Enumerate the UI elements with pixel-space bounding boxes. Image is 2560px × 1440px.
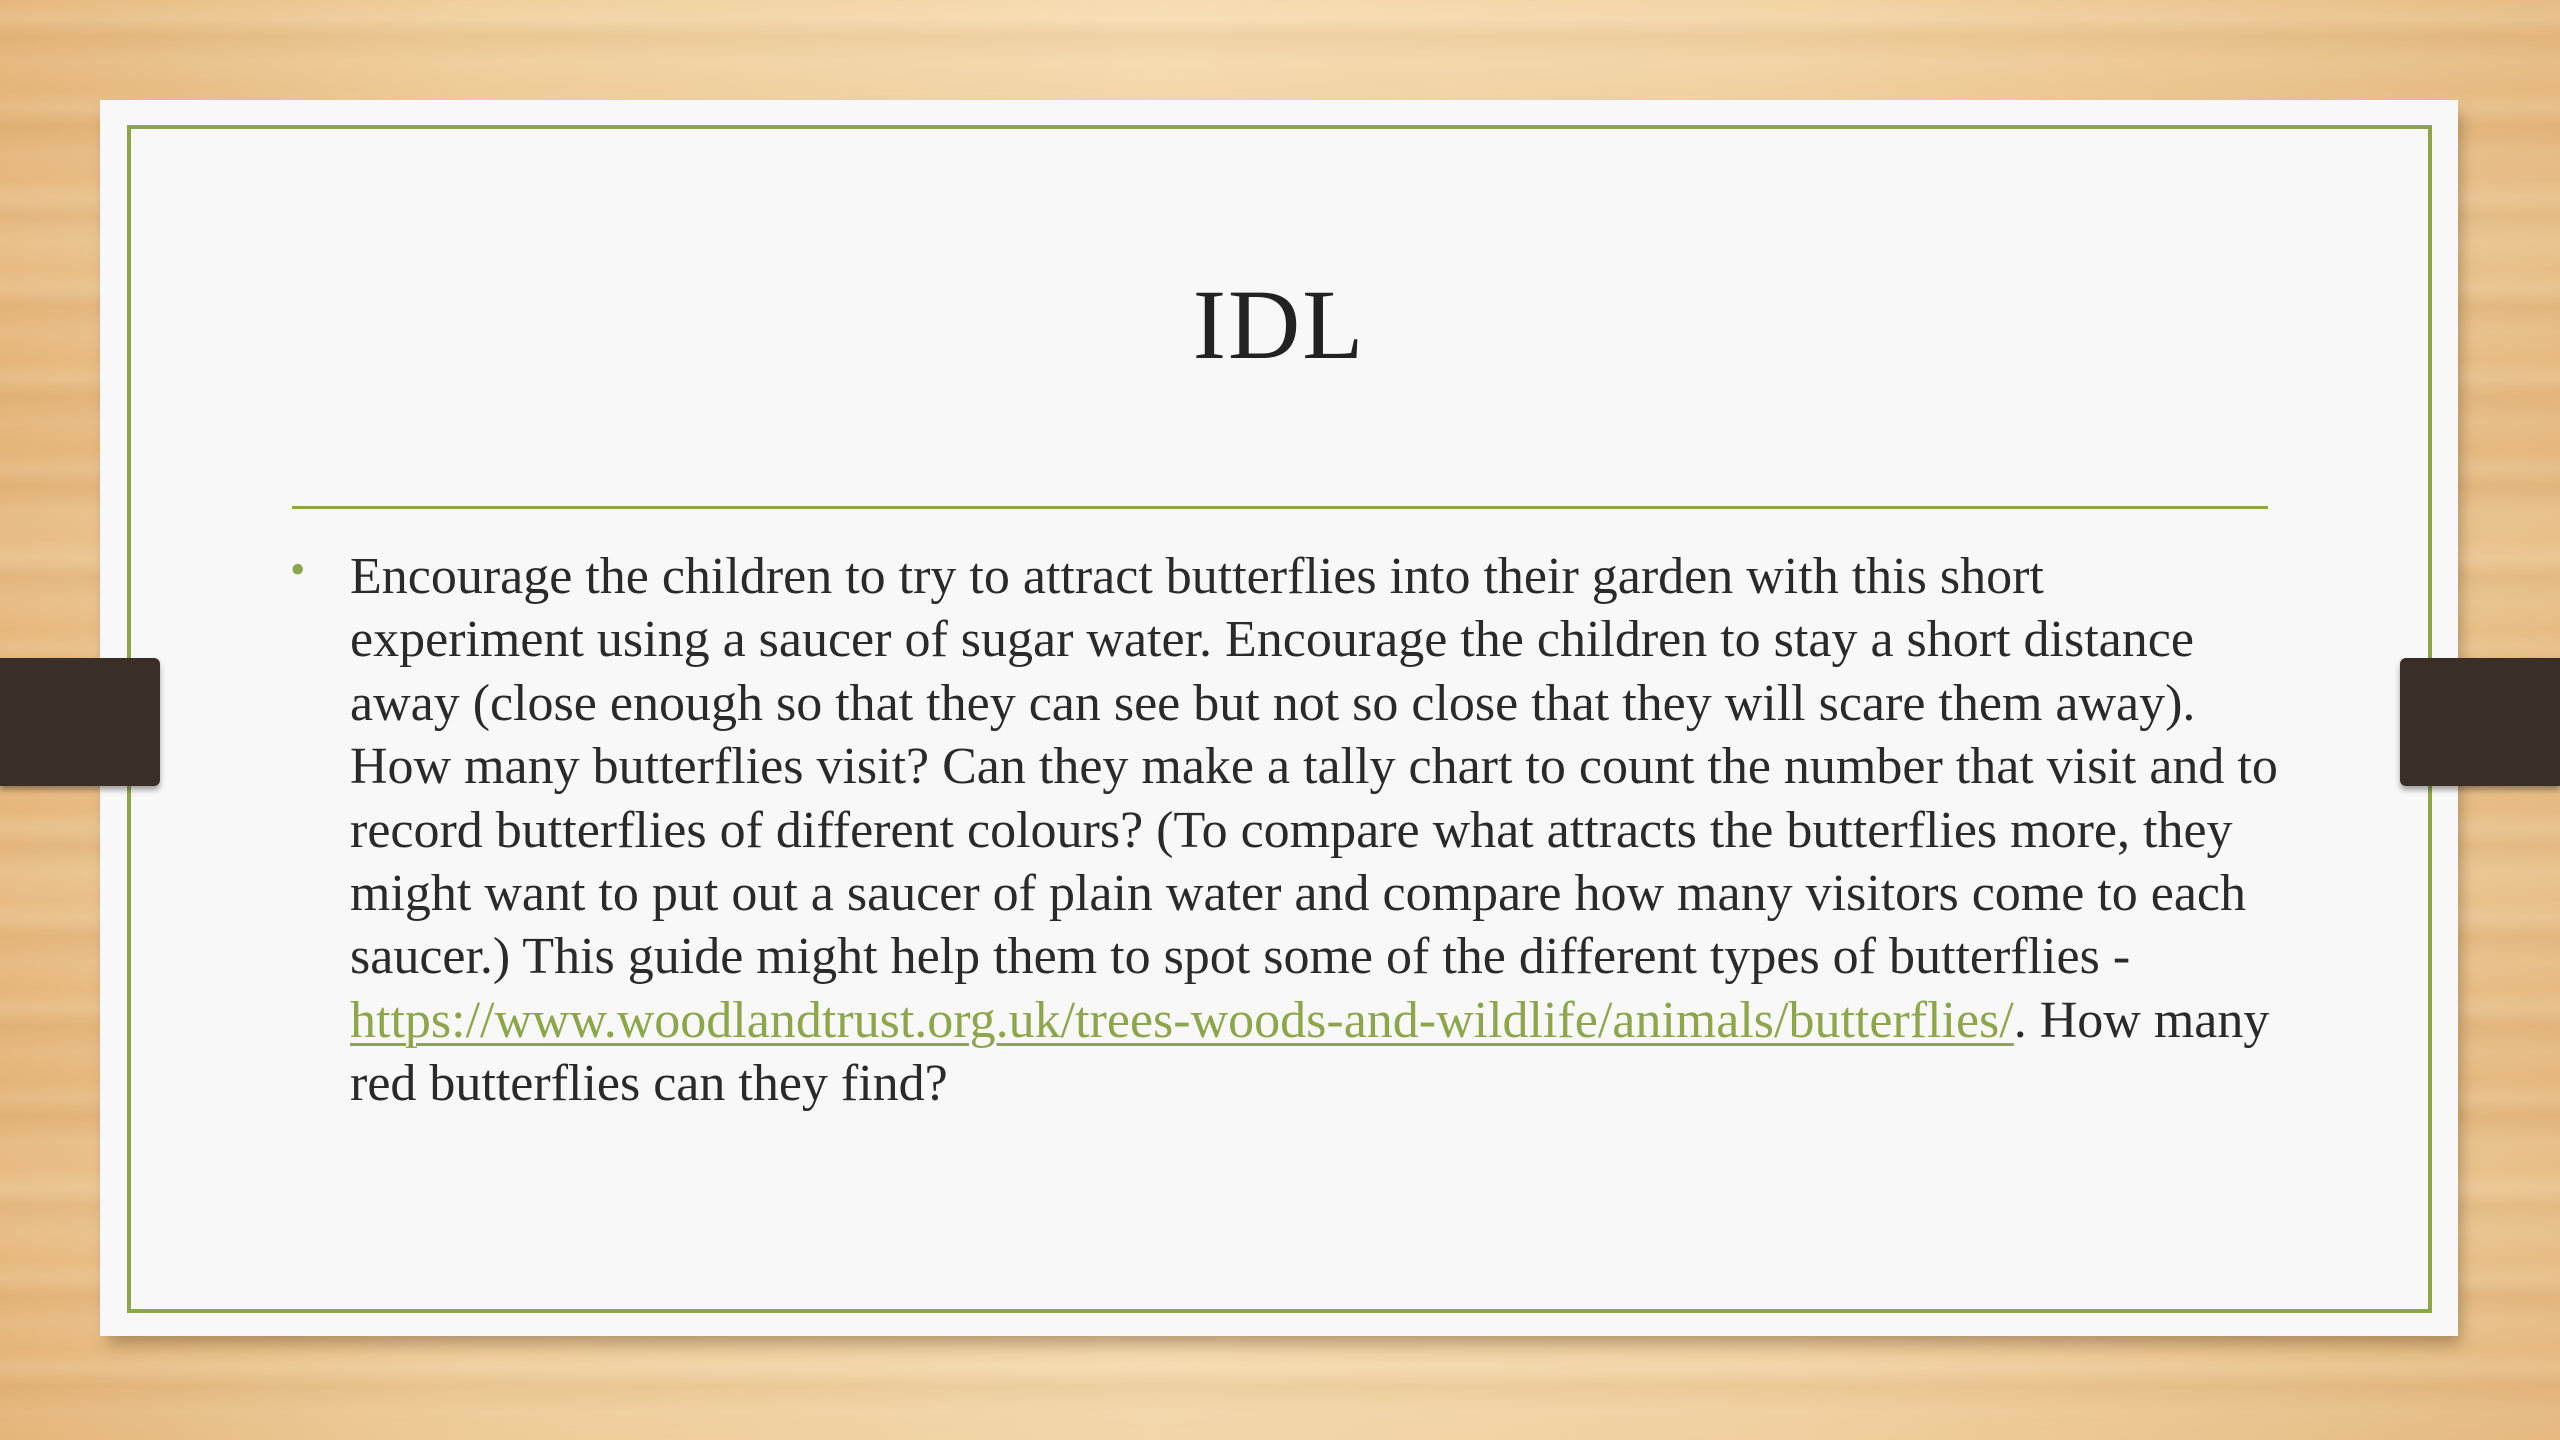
bullet-icon: •	[290, 545, 306, 594]
binder-clip-left	[0, 658, 160, 786]
slide-title: IDL	[1192, 269, 1366, 380]
bullet-text-intro: Encourage the children to try to attract butterflies into their garden with this short experiment using a saucer of sugar water. Encourage the children to stay a short distance away (close enough so that they can see but not so close that they will scare them away). How many butterflies visit? Can they make a tally chart to count the number that visit and to record butterflies of different colours? (To compare what attracts the butterflies more, they might want to put out a saucer of plain water and compare how many visitors come to each saucer.) This guide might help them to spot some of the different types of butterflies -	[350, 548, 2278, 986]
woodland-trust-link[interactable]: https://www.woodlandtrust.org.uk/trees-woods-and-wildlife/animals/butterflies/	[350, 991, 2014, 1049]
binder-clip-right	[2400, 658, 2560, 786]
title-divider	[292, 506, 2268, 509]
bullet-text-outro: . How many red butterflies can they find?	[350, 991, 2270, 1113]
bullet-text	[350, 545, 2280, 1116]
